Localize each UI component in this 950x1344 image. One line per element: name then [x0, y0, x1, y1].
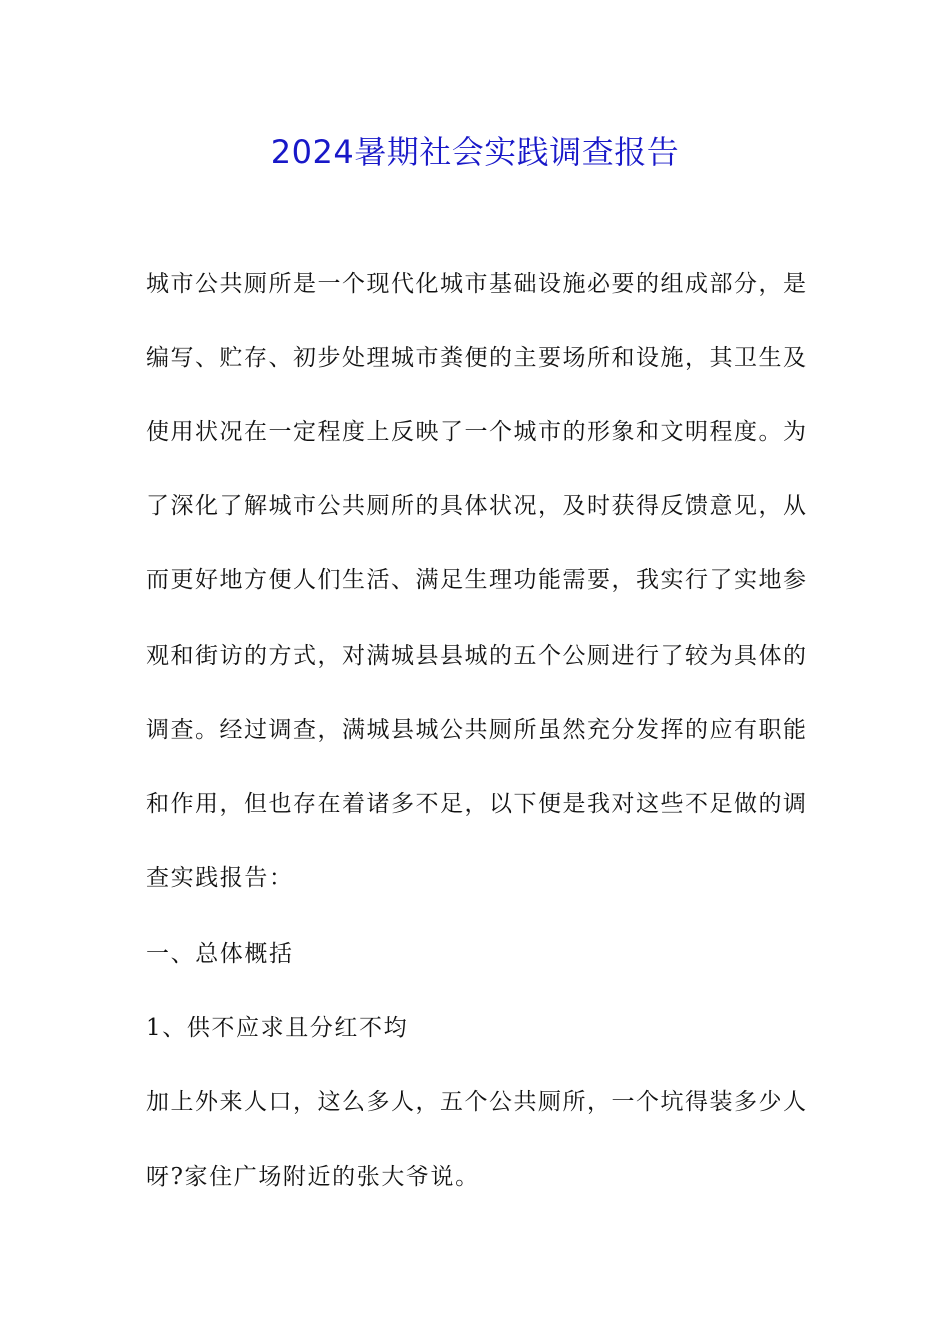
paragraph-line-8: 和作用，但也存在着诸多不足，以下便是我对这些不足做的调 — [146, 791, 806, 817]
quote-line-1: 加上外来人口，这么多人，五个公共厕所，一个坑得装多少人 — [146, 1089, 806, 1115]
document-title: 2024暑期社会实践调查报告 — [270, 133, 680, 171]
paragraph-line-4: 了深化了解城市公共厕所的具体状况，及时获得反馈意见，从 — [146, 493, 806, 519]
paragraph-line-9: 查实践报告： — [146, 865, 294, 891]
section-heading: 一、总体概括 — [146, 941, 294, 967]
paragraph-line-2: 编写、贮存、初步处理城市粪便的主要场所和设施，其卫生及 — [146, 345, 806, 371]
paragraph-line-6: 观和街访的方式，对满城县县城的五个公厕进行了较为具体的 — [146, 643, 806, 669]
paragraph-line-1: 城市公共厕所是一个现代化城市基础设施必要的组成部分，是 — [146, 271, 806, 297]
paragraph-line-3: 使用状况在一定程度上反映了一个城市的形象和文明程度。为 — [146, 419, 806, 445]
paragraph-line-7: 调查。经过调查，满城县城公共厕所虽然充分发挥的应有职能 — [146, 717, 806, 743]
subsection-heading: 1、供不应求且分红不均 — [146, 1015, 409, 1041]
quote-line-2: 呀?家住广场附近的张大爷说。 — [146, 1164, 480, 1190]
paragraph-line-5: 而更好地方便人们生活、满足生理功能需要，我实行了实地参 — [146, 567, 806, 593]
